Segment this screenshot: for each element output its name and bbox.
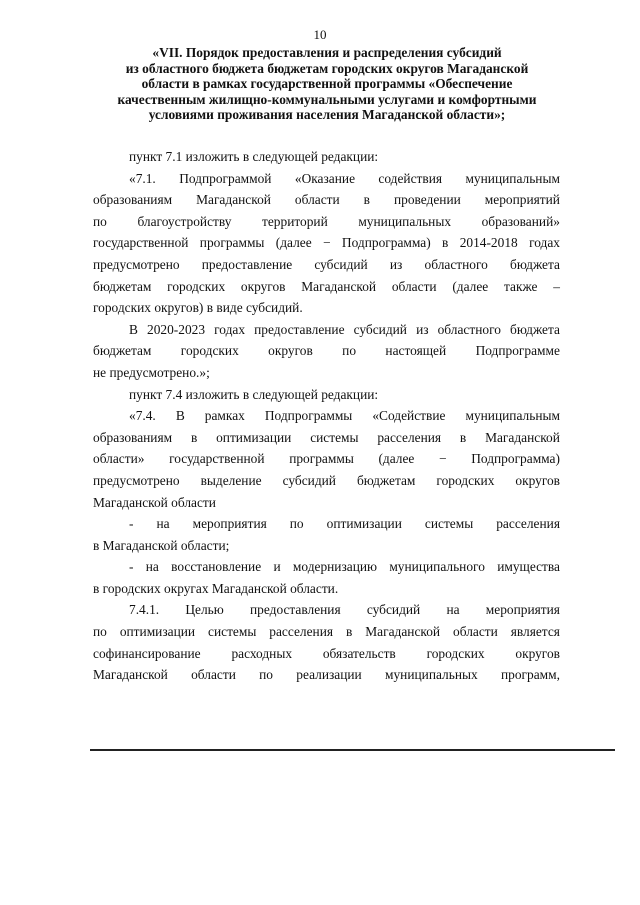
body-line: государственной программы (далее − Подпрограмма) в 2014-2018 годах (93, 235, 560, 251)
body-line: Магаданской области (93, 494, 216, 510)
body-line: - на восстановление и модернизацию муниципального имущества (129, 559, 560, 575)
body-line: Магаданской области по реализации муниципальных программ, (93, 667, 560, 683)
body-line: образованиям в оптимизации системы расселения в Магаданской (93, 429, 560, 445)
body-line: - на мероприятия по оптимизации системы расселения (129, 516, 560, 532)
body-line: по благоустройству территорий муниципальных образований» (93, 213, 560, 229)
heading-line: условиями проживания населения Магаданской области»; (148, 107, 506, 123)
heading-line: из областного бюджета бюджетам городских округов Магаданской (125, 60, 529, 76)
bottom-divider (90, 749, 615, 751)
heading-line: качественным жилищно-коммунальными услугами и комфортными (117, 91, 537, 107)
body-line: пункт 7.1 изложить в следующей редакции: (129, 149, 379, 164)
body-line: по оптимизации системы расселения в Магаданской области является (93, 624, 560, 640)
body-line: в Магаданской области; (93, 537, 230, 553)
body-line: «7.4. В рамках Подпрограммы «Содействие муниципальным (129, 408, 560, 424)
body-line: «7.1. Подпрограммой «Оказание содействия муниципальным (129, 170, 560, 186)
body-line: области» государственной программы (далее − Подпрограмма) (93, 451, 560, 467)
body-line: городских округов) в виде субсидий. (93, 300, 303, 316)
body-line: В 2020-2023 годах предоставление субсидий из областного бюджета (129, 321, 560, 337)
body-line: не предусмотрено.»; (93, 364, 210, 380)
heading-line: области в рамках государственной программы «Обеспечение (141, 76, 513, 92)
document-body (93, 146, 560, 686)
page-number: 10 (313, 27, 327, 42)
body-line: 7.4.1. Целью предоставления субсидий на мероприятия (129, 602, 560, 618)
heading-line: «VII. Порядок предоставления и распределения субсидий (152, 45, 502, 60)
body-line: пункт 7.4 изложить в следующей редакции: (129, 386, 379, 402)
body-line: бюджетам городских округов по настоящей Подпрограмме (93, 343, 560, 359)
body-line: софинансирование расходных обязательств городских округов (93, 645, 560, 661)
body-line: образованиям Магаданской области в проведении мероприятий (93, 192, 560, 208)
body-line: предусмотрено предоставление субсидий из областного бюджета (93, 256, 560, 272)
body-line: в городских округах Магаданской области. (93, 580, 339, 596)
body-line: бюджетам городских округов Магаданской области (далее также – (93, 278, 560, 294)
body-line: предусмотрено выделение субсидий бюджетам городских округов (93, 472, 560, 488)
section-heading (92, 45, 562, 123)
